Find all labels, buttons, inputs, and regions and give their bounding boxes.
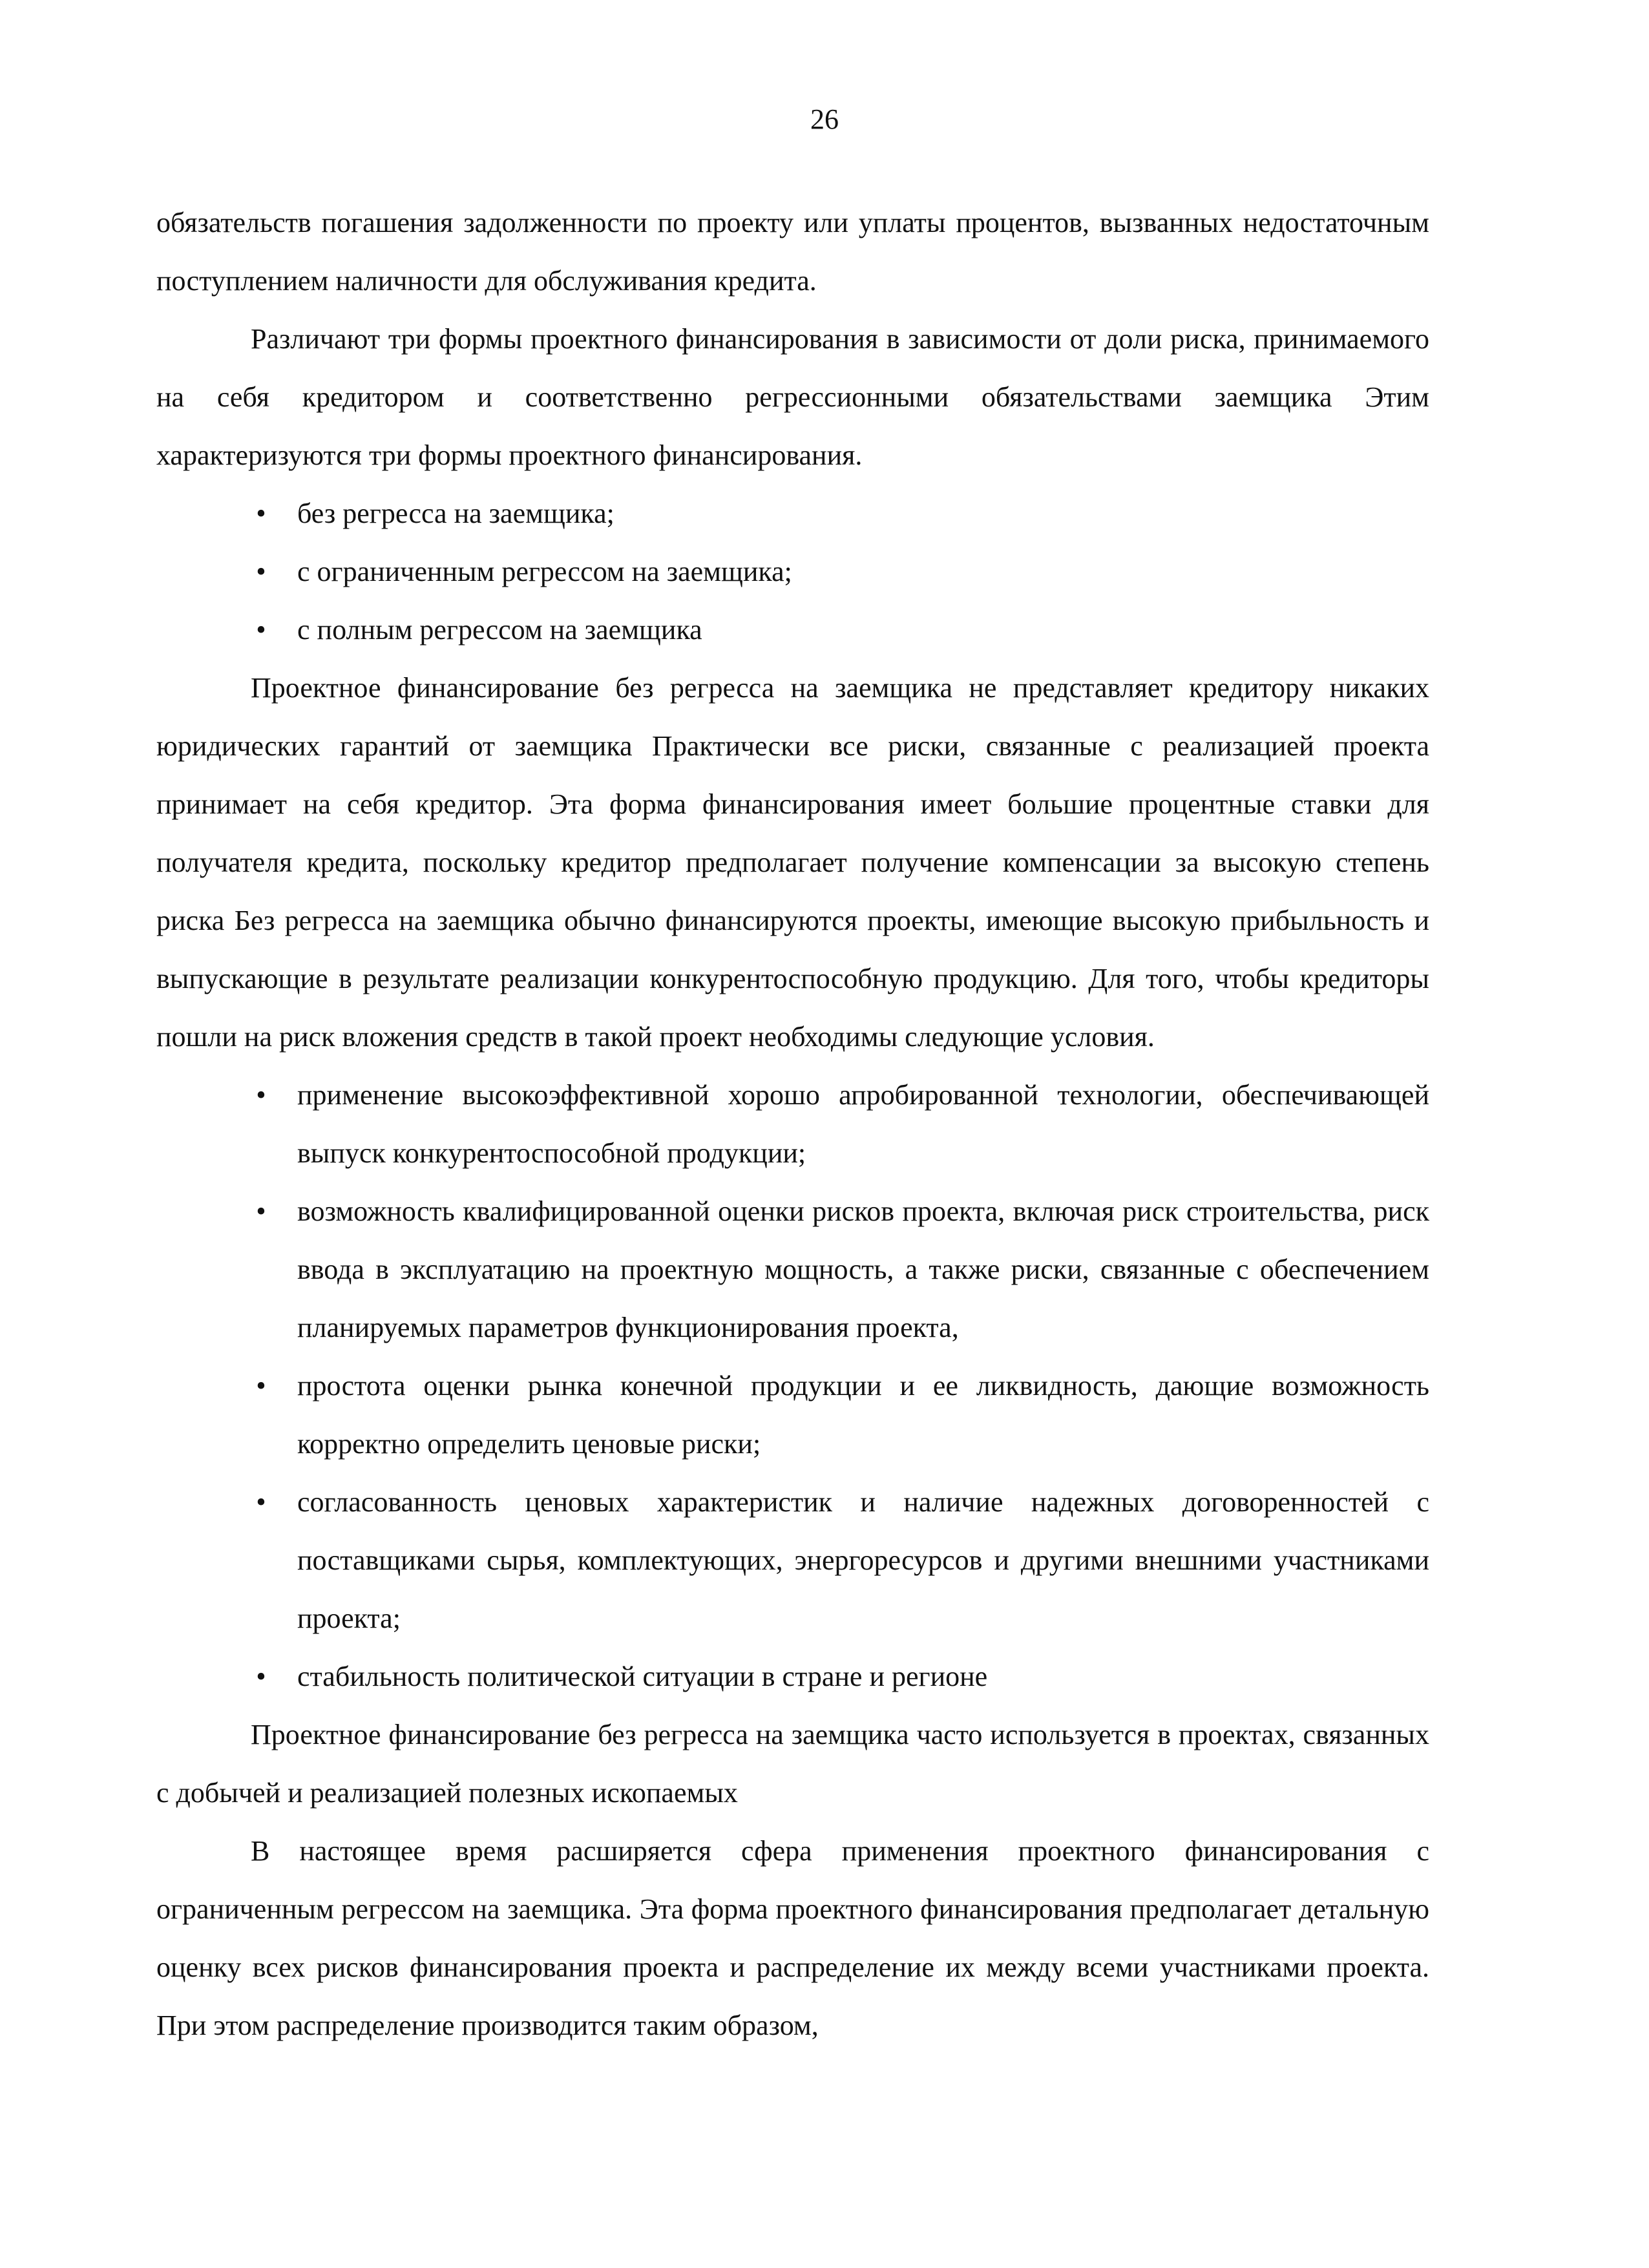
list-item [156,1182,1429,1357]
list-item-text: простота оценки рынка конечной продукции и ее ликвидность, дающие возможность корректно определить ценовые риски; [297,1370,1429,1460]
bullet-icon: • [256,1661,266,1692]
list-item-text: без регресса на заемщика; [297,498,614,529]
list-item [156,485,1429,543]
list-item-text: стабильность политической ситуации в стране и регионе [297,1661,988,1692]
list-item [156,1648,1429,1706]
list-item [156,601,1429,659]
paragraph-mining: Проектное финансирование без регресса на заемщика часто используется в проектах, связанных с добычей и реализацией полезных ископаемых [156,1719,1429,1809]
bullet-icon: • [256,614,266,646]
bullet-icon: • [256,498,266,529]
paragraph-continuation: обязательств погашения задолженности по проекту или уплаты процентов, вызванных недостаточным поступлением наличности для обслуживания кредита. [156,207,1429,297]
list-item [156,1473,1429,1648]
bullet-icon: • [256,1195,266,1227]
list-item-text: с полным регрессом на заемщика [297,614,702,646]
list-item-text: применение высокоэффективной хорошо апробированной технологии, обеспечивающей выпуск конкурентоспособной продукции; [297,1079,1429,1169]
list-item-text: возможность квалифицированной оценки рисков проекта, включая риск строительства, риск ввода в эксплуатацию на проектную мощность, а также риски, связанные с обеспечением планируемых параметров функционирования проекта, [297,1195,1429,1343]
list-item-text: с ограниченным регрессом на заемщика; [297,556,792,587]
paragraph-limited-recourse: В настоящее время расширяется сфера применения проектного финансирования с ограниченным регрессом на заемщика. Эта форма проектного финансирования предполагает детальную оценку всех рисков финансирования проекта и распределение их между всеми участниками проекта. При этом распределение производится таким образом, [156,1835,1429,2041]
list-item [156,1357,1429,1473]
page-number: 26 [810,103,839,135]
page-body [156,194,1429,2055]
list-item [156,543,1429,601]
list-item-text: согласованность ценовых характеристик и наличие надежных договоренностей с поставщиками сырья, комплектующих, энергоресурсов и другими внешними участниками проекта; [297,1486,1429,1634]
bullet-icon: • [256,1079,266,1111]
bullet-icon: • [256,1486,266,1518]
bullet-icon: • [256,1370,266,1402]
bullet-icon: • [256,556,266,587]
list-item [156,1066,1429,1182]
paragraph-forms-intro: Различают три формы проектного финансирования в зависимости от доли риска, принимаемого на себя кредитором и соответственно регрессионными обязательствами заемщика Этим характеризуются три формы проектного финансирования. [156,323,1429,471]
paragraph-no-recourse: Проектное финансирование без регресса на заемщика не представляет кредитору никаких юридических гарантий от заемщика Практически все риски, связанные с реализацией проекта принимает на себя кредитор. Эта форма финансирования имеет большие процентные ставки для получателя кредита, поскольку кредитор предполагает получение компенсации за высокую степень риска Без регресса на заемщика обычно финансируются проекты, имеющие высокую прибыльность и выпускающие в результате реализации конкурентоспособную продукцию. Для того, чтобы кредиторы пошли на риск вложения средств в такой проект необходимы следующие условия. [156,672,1429,1053]
forms-list [156,485,1429,659]
conditions-list [156,1066,1429,1706]
